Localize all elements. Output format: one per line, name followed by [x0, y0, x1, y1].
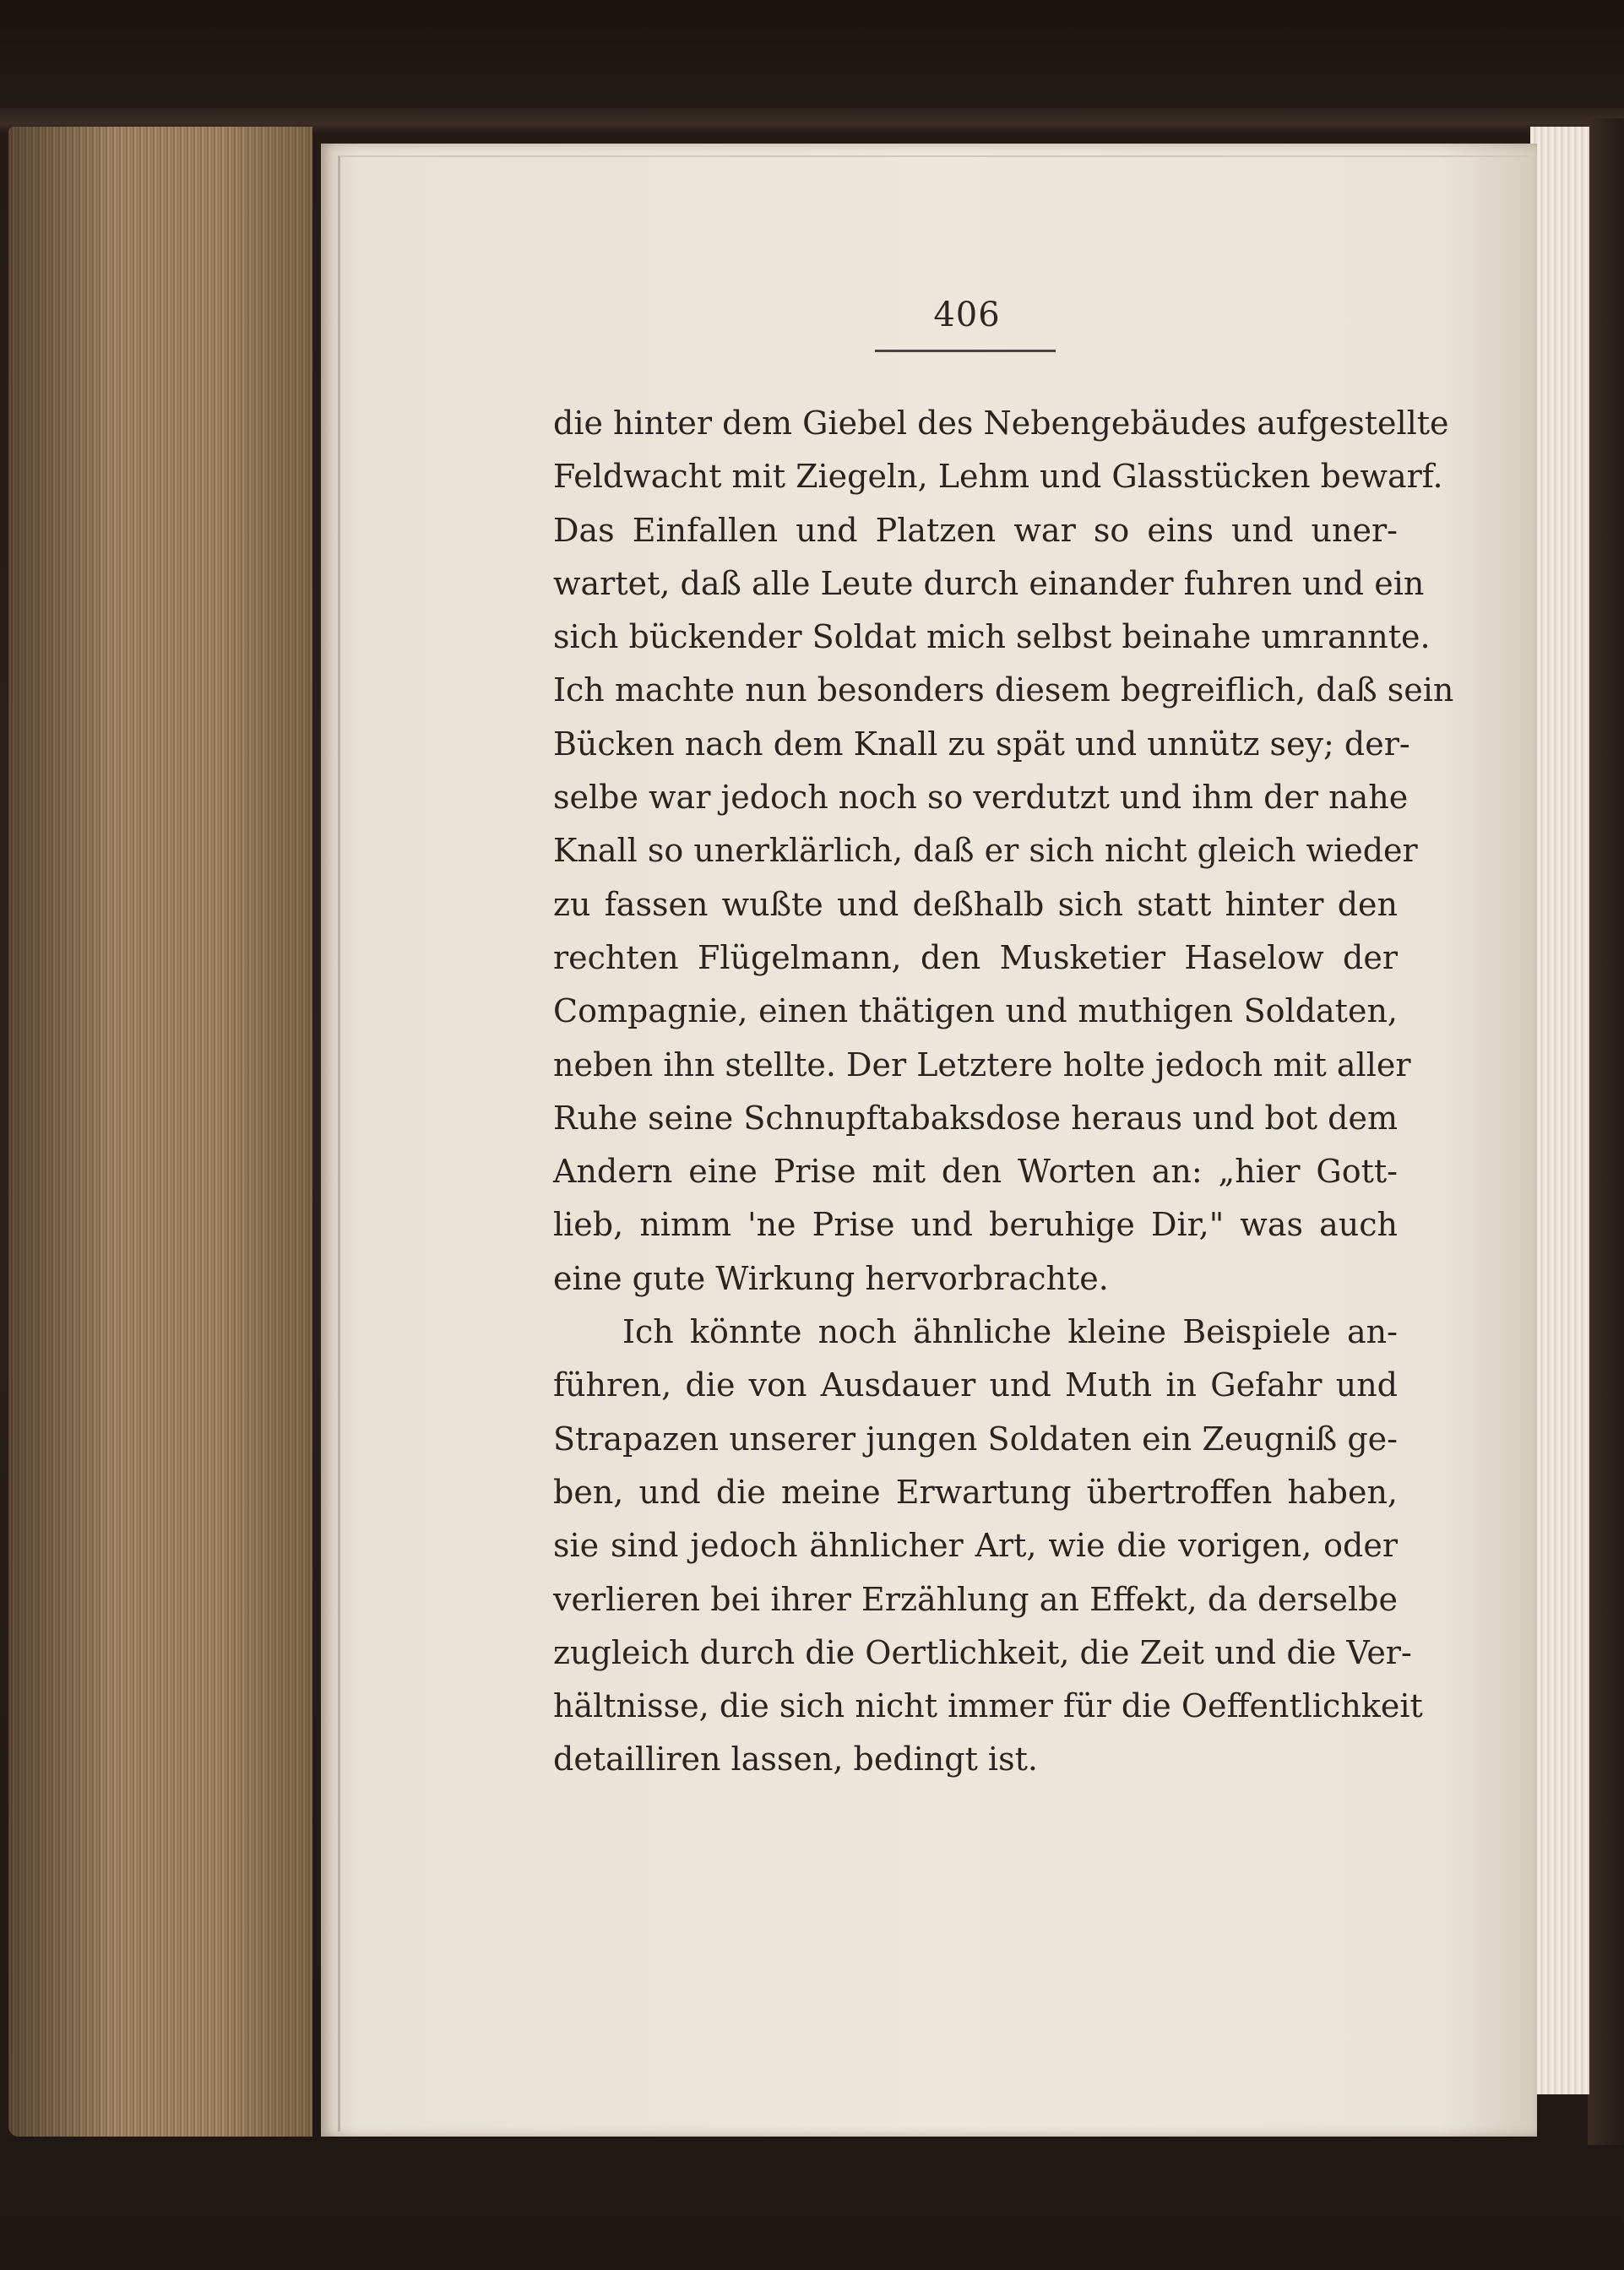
text-line: neben ihn stellte. Der Letztere holte jedoch mit aller	[553, 1045, 1411, 1083]
text-line: Das Einfallen und Platzen war so eins und uner-	[553, 511, 1398, 549]
text-line: Compagnie, einen thätigen und muthigen Soldaten,	[553, 992, 1398, 1030]
text-line: die hinter dem Giebel des Nebengebäudes aufgestellte	[553, 405, 1449, 442]
right-page-stack	[1530, 127, 1589, 2094]
text-line-paragraph-start: Ich könnte noch ähnliche kleine Beispiele an-	[622, 1313, 1398, 1351]
text-line: lieb, nimm 'ne Prise und beruhige Dir," was auch	[553, 1206, 1398, 1244]
text-line: Andern eine Prise mit den Worten an: „hier Gott-	[553, 1153, 1398, 1191]
text-line: selbe war jedoch noch so verdutzt und ihm der nahe	[553, 779, 1409, 817]
text-line: verlieren bei ihrer Erzählung an Effekt, da derselbe	[553, 1580, 1398, 1618]
text-line: Feldwacht mit Ziegeln, Lehm und Glasstücken bewarf.	[553, 458, 1443, 496]
text-line: Ich machte nun besonders diesem begreiflich, daß sein	[553, 671, 1454, 709]
text-line-paragraph-end: eine gute Wirkung hervorbrachte.	[553, 1259, 1109, 1297]
page-number-rule	[875, 350, 1056, 352]
text-line: Strapazen unserer jungen Soldaten ein Zeugniß ge-	[553, 1420, 1398, 1458]
text-line: sie sind jedoch ähnlicher Art, wie die vorigen, oder	[553, 1527, 1398, 1565]
text-line: Bücken nach dem Knall zu spät und unnütz sey; der-	[553, 725, 1410, 763]
text-line: Knall so unerklärlich, daß er sich nicht gleich wieder	[553, 832, 1418, 870]
text-line: wartet, daß alle Leute durch einander fuhren und ein	[553, 564, 1425, 602]
text-line: ben, und die meine Erwartung übertroffen haben,	[553, 1473, 1398, 1511]
text-line: führen, die von Ausdauer und Muth in Gefahr und	[553, 1366, 1398, 1404]
page-body-text	[553, 397, 1454, 1787]
left-page-stack	[8, 127, 312, 2137]
text-line: zugleich durch die Oertlichkeit, die Zeit und die Ver-	[553, 1633, 1412, 1671]
text-line: Ruhe seine Schnupftabaksdose heraus und bot dem	[553, 1099, 1398, 1137]
text-line-paragraph-end: detailliren lassen, bedingt ist.	[553, 1741, 1038, 1779]
page-number: 406	[933, 296, 1001, 334]
text-line: zu fassen wußte und deßhalb sich statt hinter den	[553, 885, 1398, 923]
text-line: sich bückender Soldat mich selbst beinahe umrannte.	[553, 618, 1431, 656]
text-line: hältnisse, die sich nicht immer für die Oeffentlichkeit	[553, 1687, 1423, 1725]
book-cover-right-edge	[1588, 118, 1624, 2145]
text-line: rechten Flügelmann, den Musketier Haselow der	[553, 938, 1398, 976]
